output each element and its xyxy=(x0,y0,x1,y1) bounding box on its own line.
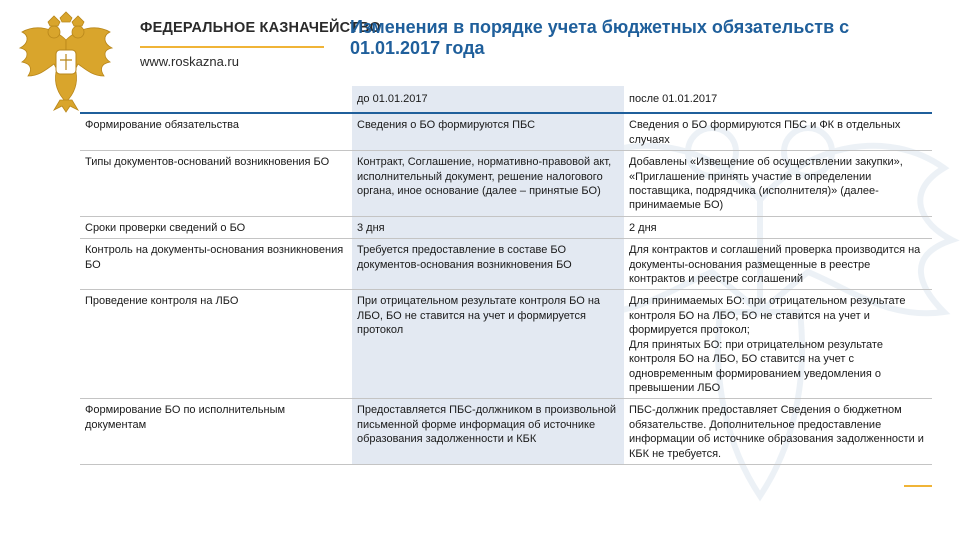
table-row xyxy=(80,290,932,399)
row-label: Формирование обязательства xyxy=(80,114,352,151)
row-label: Контроль на документы-основания возникновения БО xyxy=(80,239,352,290)
table-header-row xyxy=(80,86,932,114)
row-before-cell: 3 дня xyxy=(352,217,624,239)
org-name: ФЕДЕРАЛЬНОЕ КАЗНАЧЕЙСТВО xyxy=(140,20,381,36)
row-before-cell: Предоставляется ПБС-должником в произвольной письменной форме информация об источнике образования задолженности и КБК xyxy=(352,399,624,465)
row-label: Проведение контроля на ЛБО xyxy=(80,290,352,399)
row-after-cell: ПБС-должник предоставляет Сведения о бюджетном обязательстве. Дополнительное предоставление информации об источнике образования задолженности и КБК не требуется. xyxy=(624,399,932,465)
table-row xyxy=(80,239,932,290)
row-before-cell: Контракт, Соглашение, нормативно-правовой акт, исполнительный документ, решение налогового органа, иное основание (далее – принятые БО) xyxy=(352,151,624,217)
page-title: Изменения в порядке учета бюджетных обязательств с 01.01.2017 года xyxy=(350,17,850,58)
row-label: Формирование БО по исполнительным документам xyxy=(80,399,352,465)
footer-accent-line xyxy=(904,485,932,487)
row-before-cell: При отрицательном результате контроля БО на ЛБО, БО не ставится на учет и формируется протокол xyxy=(352,290,624,399)
comparison-table xyxy=(80,86,932,465)
table-row xyxy=(80,151,932,217)
row-after-cell: Для принимаемых БО: при отрицательном результате контроля БО на ЛБО, БО не ставится на учет и формируется протокол; Для принятых БО: при отрицательном результате контроля БО на ЛБО, БО ставится на учет с одновременным формированием уведомления о превышении ЛБО xyxy=(624,290,932,399)
column-header-after: после 01.01.2017 xyxy=(624,86,932,114)
row-after-cell: Сведения о БО формируются ПБС и ФК в отдельных случаях xyxy=(624,114,932,151)
row-after-cell: Добавлены «Извещение об осуществлении закупки», «Приглашение принять участие в определении поставщика, подрядчика (исполнителя)» (далее- принимаемые БО) xyxy=(624,151,932,217)
row-after-cell: 2 дня xyxy=(624,217,932,239)
header-divider xyxy=(140,46,324,48)
row-before-cell: Сведения о БО формируются ПБС xyxy=(352,114,624,151)
column-header-before: до 01.01.2017 xyxy=(352,86,624,114)
row-label: Сроки проверки сведений о БО xyxy=(80,217,352,239)
row-before-cell: Требуется предоставление в составе БО документов-основания возникновения БО xyxy=(352,239,624,290)
table-row xyxy=(80,399,932,465)
table-row xyxy=(80,114,932,151)
table-row xyxy=(80,217,932,239)
column-header-criterion xyxy=(80,86,352,114)
row-after-cell: Для контрактов и соглашений проверка производится на документы-основания размещенные в реестре контрактов и реестре соглашений xyxy=(624,239,932,290)
website-link[interactable]: www.roskazna.ru xyxy=(140,54,239,69)
row-label: Типы документов-оснований возникновения БО xyxy=(80,151,352,217)
